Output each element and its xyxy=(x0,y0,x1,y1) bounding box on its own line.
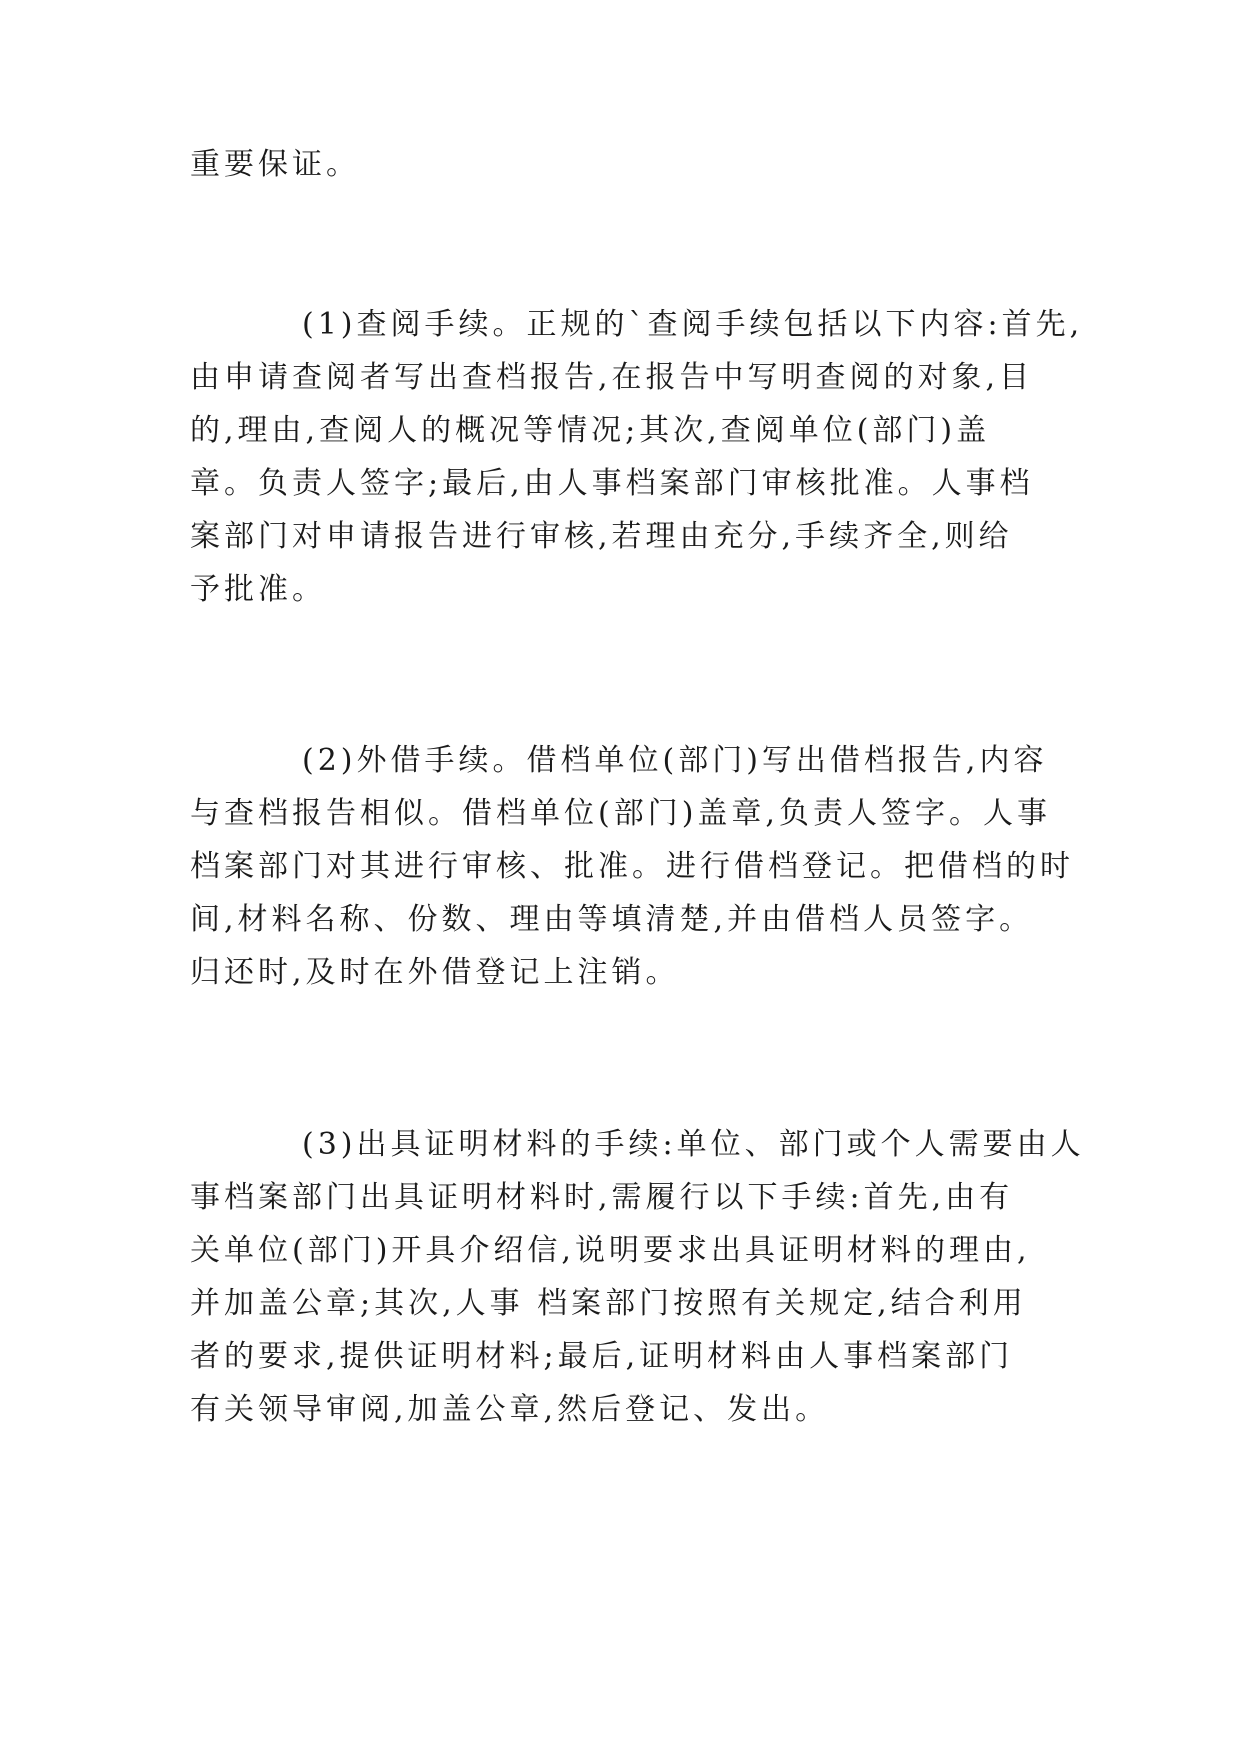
paragraph-3-line-2: 事档案部门出具证明材料时,需履行以下手续:首先,由有 xyxy=(190,1180,1014,1215)
paragraph-3-line-1: (3)出具证明材料的手续:单位、部门或个人需要由人 xyxy=(302,1127,1085,1162)
paragraph-2-line-3: 档案部门对其进行审核、批准。进行借档登记。把借档的时 xyxy=(190,849,1074,884)
paragraph-3-line-6: 有关领导审阅,加盖公章,然后登记、发出。 xyxy=(190,1392,830,1427)
closing-line: 重要保证。 xyxy=(190,147,360,182)
paragraph-3-line-5: 者的要求,提供证明材料;最后,证明材料由人事档案部门 xyxy=(190,1339,1014,1374)
paragraph-3-line-3: 关单位(部门)开具介绍信,说明要求出具证明材料的理由, xyxy=(190,1233,1031,1268)
paragraph-1-line-5: 案部门对申请报告进行审核,若理由充分,手续齐全,则给 xyxy=(190,519,1013,554)
paragraph-1-line-6: 予批准。 xyxy=(190,572,326,607)
paragraph-1-line-4: 章。负责人签字;最后,由人事档案部门审核批准。人事档 xyxy=(190,466,1034,501)
paragraph-1-line-1: (1)查阅手续。正规的`查阅手续包括以下内容:首先, xyxy=(302,307,1084,342)
paragraph-3-line-4: 并加盖公章;其次,人事 档案部门按照有关规定,结合利用 xyxy=(190,1286,1027,1321)
paragraph-1-line-3: 的,理由,查阅人的概况等情况;其次,查阅单位(部门)盖 xyxy=(190,413,991,448)
paragraph-1-line-2: 由申请查阅者写出查档报告,在报告中写明查阅的对象,目 xyxy=(190,360,1034,395)
paragraph-2-line-1: (2)外借手续。借档单位(部门)写出借档报告,内容 xyxy=(302,743,1048,778)
paragraph-2-line-4: 间,材料名称、份数、理由等填清楚,并由借档人员签字。 xyxy=(190,902,1034,937)
paragraph-2-line-5: 归还时,及时在外借登记上注销。 xyxy=(190,955,680,990)
paragraph-2-line-2: 与查档报告相似。借档单位(部门)盖章,负责人签字。人事 xyxy=(190,796,1051,831)
